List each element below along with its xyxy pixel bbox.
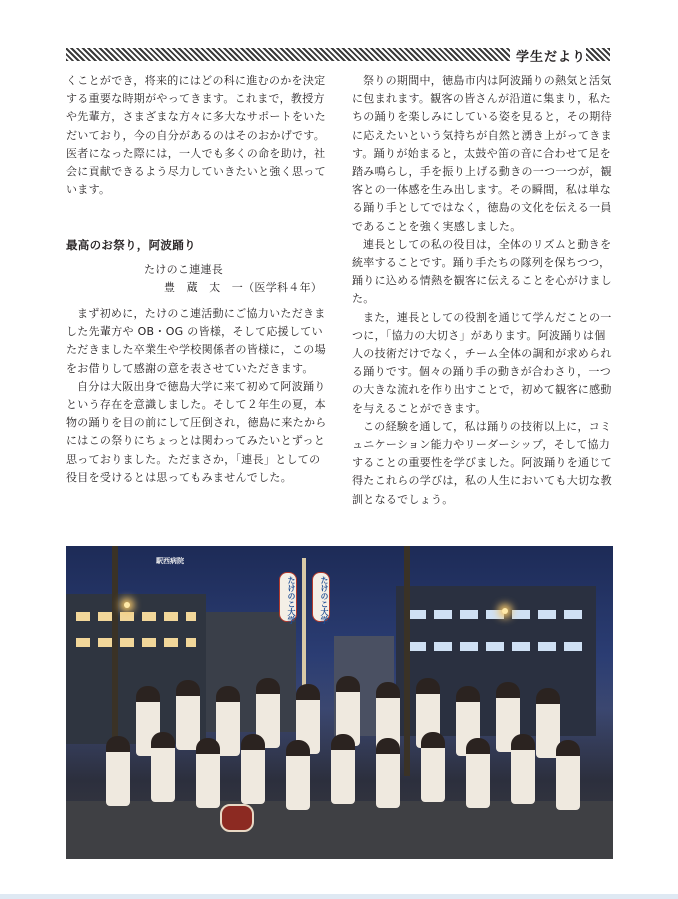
author-name: 豊 蔵 太 一（医学科４年） [164, 280, 323, 294]
dancer [511, 734, 535, 804]
lantern-label: たけのこ大学 [287, 576, 296, 624]
dancer [376, 738, 400, 808]
body-paragraph: この経験を通して，私は踊りの技術以上に，コミュニケーション能力やリーダーシップ，そして協力することの重要性を学びました。阿波踊りを通じて得たこれらの学びは，私の人生においても大切な教訓となるでしょう。 [352, 419, 612, 506]
body-paragraph: 祭りの期間中，徳島市内は阿波踊りの熱気と活気に包まれます。観客の皆さんが沿道に集まり，私たちの踊りを楽しみにしている姿を見ると，その期待に応えたいという気持ちが自然と湧き上がってきます。踊りが始まると，太鼓や笛の音に合わせて足を踏み鳴らし，手を振り上げる動きの一つ一つが，観客との一体感を生み出します。その瞬間，私は単なる踊り手としてではなく，徳島の文化を伝える一員であることを強く実感しました。 [352, 74, 612, 233]
dancer [176, 680, 200, 750]
dancer-group [96, 676, 596, 846]
building-windows [76, 638, 196, 647]
body-paragraph: また，連長としての役割を通じて学んだことの一つに，「協力の大切さ」があります。阿波踊りは個人の技術だけでなく，チーム全体の調和が求められる踊りです。個々の踊り手の動きが合わさり，一つの大きな流れを作り出すことで，初めて観客に感動を与えることができます。 [352, 310, 612, 415]
dancer [196, 738, 220, 808]
dancer [151, 732, 175, 802]
building-windows [76, 612, 196, 621]
dancer [466, 738, 490, 808]
building-windows [408, 610, 584, 619]
left-column [66, 72, 329, 487]
body-paragraph: 自分は大阪出身で徳島大学に来て初めて阿波踊りという存在を意識しました。そして２年生の夏，本物の踊りを目の前にして圧倒され，徳島に来たからにはこの祭りにちょっとは関わってみたいとずっと思っておりました。ただまさか，「連長」としての役目を受けるとは思ってもみませんでした。 [66, 379, 327, 484]
body-paragraph: まず初めに，たけのこ連活動にご協力いただきました先輩方や OB・OG の皆様，そして応援していただきました卒業生や学校関係者の皆様に，この場をお借りして感謝の意を表させていただきます。 [66, 307, 326, 375]
dancer [331, 734, 355, 804]
body-paragraph: 連長としての私の役目は，全体のリズムと動きを統率することです。踊り手たちの隊列を保ちつつ，踊りに込める情熱を観客に伝えることを心がけました。 [352, 237, 612, 306]
group-photo [66, 546, 613, 859]
lantern-label: たけのこ大学 [320, 576, 329, 624]
hospital-sign: 駅西病院 [156, 557, 184, 565]
intro-paragraph: くことができ，将来的にはどの科に進むのかを決定する重要な時期がやってきます。これまで，教授方や先輩方，さまざまな方々に多大なサポートをいただいており，今の自分があるのはそのおかげです。医者になった際には，一人でも多くの命を助け，社会に貢献できるよう尽力していきたいと強く思っています。 [66, 74, 326, 197]
header-hatch-decoration-end [586, 48, 610, 61]
street-lamp [502, 608, 508, 614]
dancer [106, 736, 130, 806]
dancer [241, 734, 265, 804]
dancer [286, 740, 310, 810]
page-header [66, 46, 610, 64]
right-column [352, 72, 613, 509]
street-lamp [124, 602, 130, 608]
page-bottom-edge [0, 894, 678, 899]
dancer [556, 740, 580, 810]
section-header-title: 学生だより [516, 50, 587, 65]
taiko-drum [220, 804, 254, 832]
header-hatch-decoration [66, 48, 510, 61]
article-title: 最高のお祭り，阿波踊り [66, 238, 196, 253]
dancer [421, 732, 445, 802]
author-role: たけのこ連連長 [144, 262, 224, 276]
building-windows [408, 642, 584, 651]
